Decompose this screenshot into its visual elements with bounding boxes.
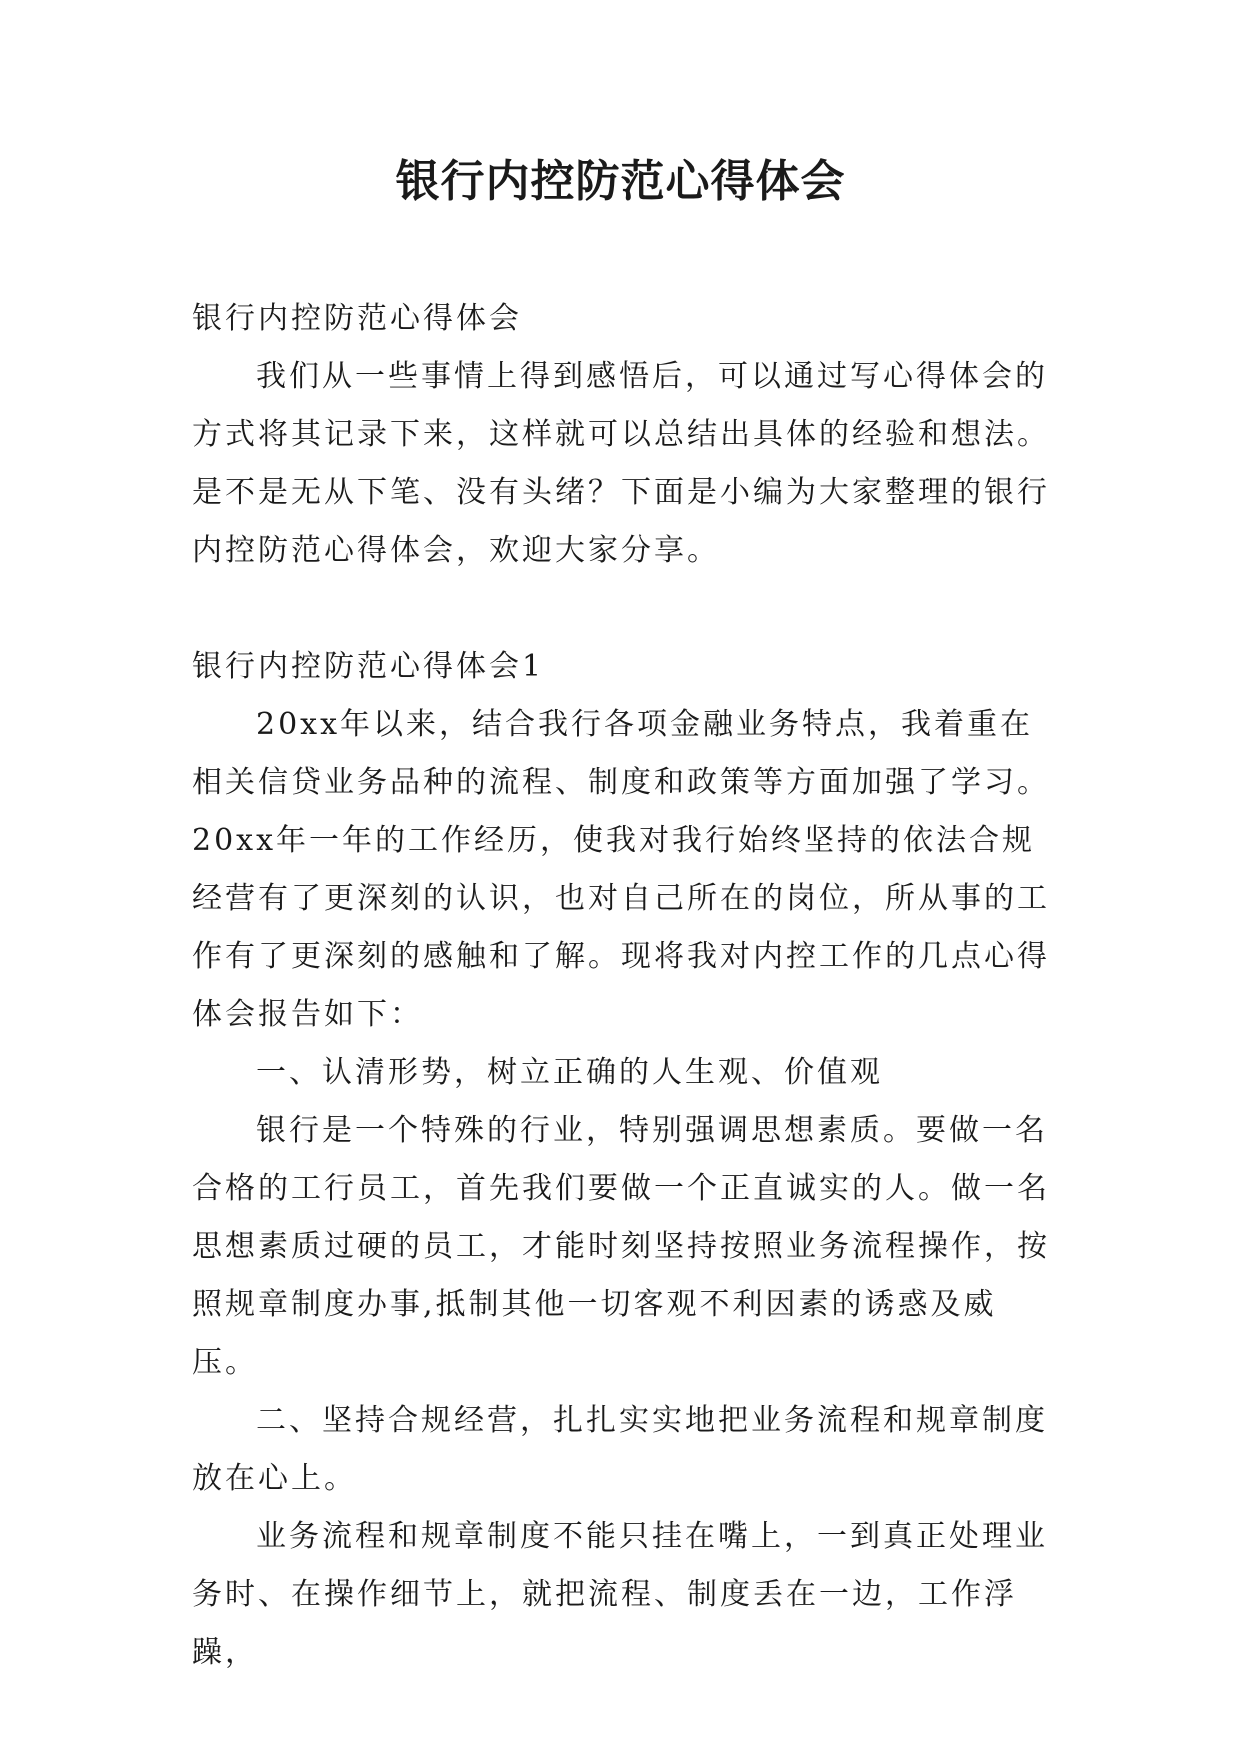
intro-heading: 银行内控防范心得体会: [192, 301, 522, 336]
paragraph: 银行是一个特殊的行业，特别强调思想素质。要做一名合格的工行员工，首先我们要做一个正直诚实的人。做一名思想素质过硬的员工，才能时刻坚持按照业务流程操作，按照规章制度办事,抵制其他一切客观不利因素的诱惑及威压。: [192, 1113, 1050, 1380]
paragraph: 业务流程和规章制度不能只挂在嘴上，一到真正处理业务时、在操作细节上，就把流程、制度丢在一边，工作浮躁，: [192, 1519, 1048, 1670]
intro-paragraph: 我们从一些事情上得到感悟后，可以通过写心得体会的方式将其记录下来，这样就可以总结出具体的经验和想法。是不是无从下笔、没有头绪？下面是小编为大家整理的银行内控防范心得体会，欢迎大家分享。: [192, 359, 1050, 568]
document-title: 银行内控防范心得体会: [395, 156, 846, 207]
document-body: [192, 290, 1062, 1682]
section-heading: 银行内控防范心得体会1: [192, 649, 545, 684]
subheading-2: 二、坚持合规经营，扎扎实实地把业务流程和规章制度放在心上。: [192, 1403, 1048, 1496]
paragraph: 20xx年以来，结合我行各项金融业务特点，我着重在相关信贷业务品种的流程、制度和政策等方面加强了学习。20xx年一年的工作经历，使我对我行始终坚持的依法合规经营有了更深刻的认识，也对自己所在的岗位，所从事的工作有了更深刻的感触和了解。现将我对内控工作的几点心得体会报告如下：: [192, 707, 1050, 1032]
subheading-1: 一、认清形势，树立正确的人生观、价值观: [256, 1055, 883, 1090]
